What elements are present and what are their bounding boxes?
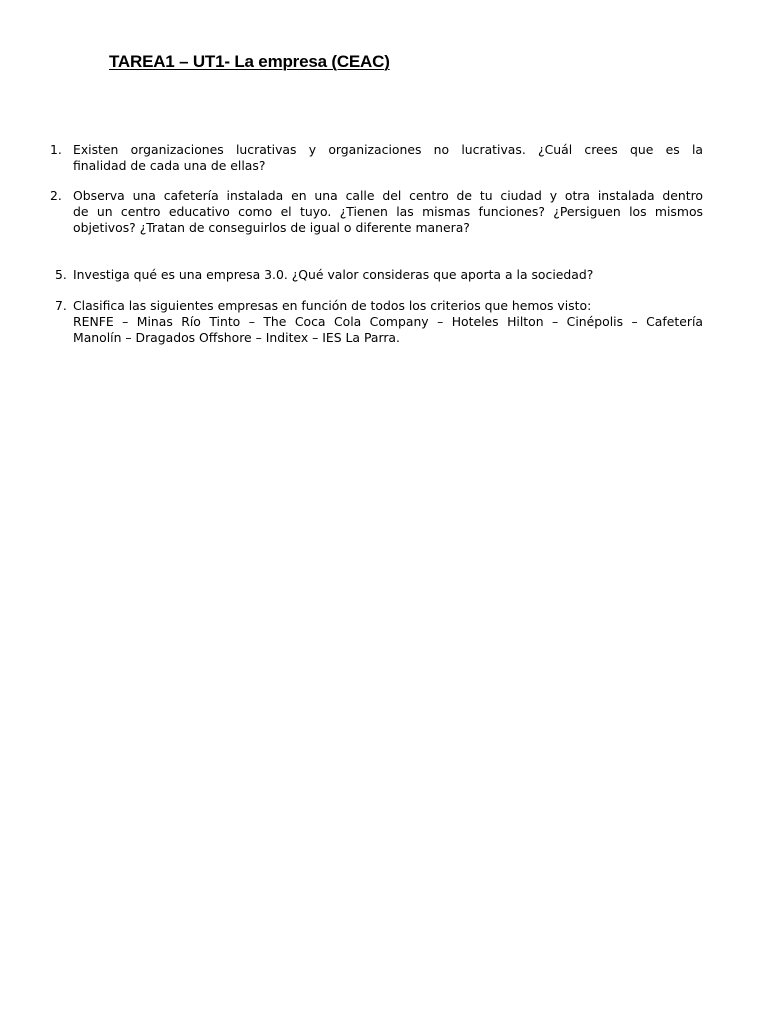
list-item-line: de un centro educativo como el tuyo. ¿Tienen las mismas funciones? ¿Persiguen los mismos <box>73 204 703 219</box>
list-item-text <box>73 188 703 236</box>
list-item-text <box>73 298 703 346</box>
list-item-text <box>73 267 703 283</box>
list-item-line: objetivos? ¿Tratan de conseguirlos de igual o diferente manera? <box>73 220 470 235</box>
list-item-text <box>73 142 703 174</box>
list-item-number: 7. <box>55 298 67 313</box>
list-item-number: 1. <box>50 142 62 157</box>
list-item-line: finalidad de cada una de ellas? <box>73 158 266 173</box>
list-item-number: 2. <box>50 188 62 203</box>
list-item-line: Observa una cafetería instalada en una calle del centro de tu ciudad y otra instalada dentro <box>73 188 703 203</box>
list-item-line: Clasifica las siguientes empresas en función de todos los criterios que hemos visto: <box>73 298 592 313</box>
list-item-line: Manolín – Dragados Offshore – Inditex – IES La Parra. <box>73 330 400 345</box>
list-item-number: 5. <box>55 267 67 282</box>
list-item-line: Investiga qué es una empresa 3.0. ¿Qué valor consideras que aporta a la sociedad? <box>73 267 594 282</box>
list-item-line: Existen organizaciones lucrativas y organizaciones no lucrativas. ¿Cuál crees que es la <box>73 142 703 157</box>
list-item-line: RENFE – Minas Río Tinto – The Coca Cola Company – Hoteles Hilton – Cinépolis – Cafetería <box>73 314 703 329</box>
page-title: TAREA1 – UT1- La empresa (CEAC) <box>109 52 390 71</box>
